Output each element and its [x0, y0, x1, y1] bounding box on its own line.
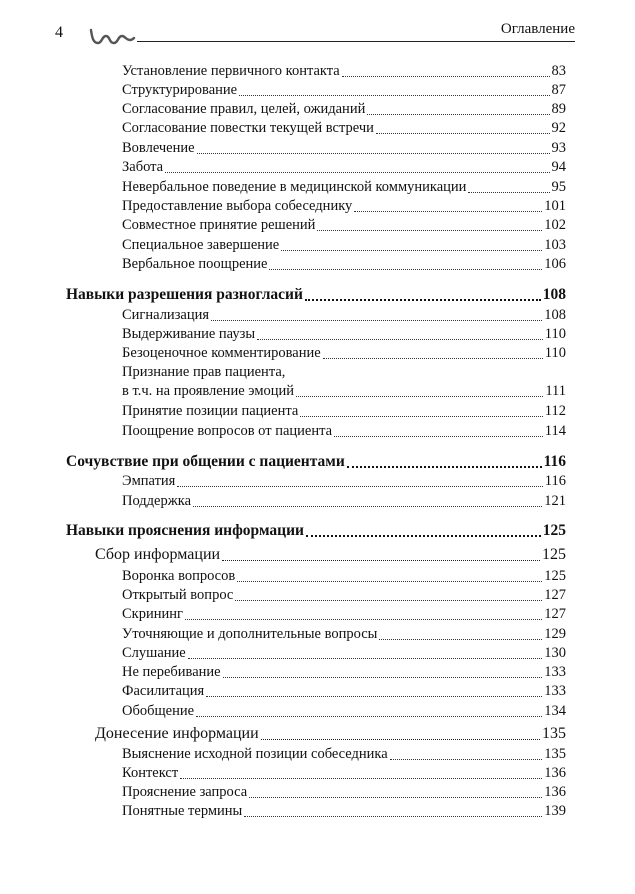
running-head-title: Оглавление	[500, 21, 575, 37]
toc-entry-title: Поощрение вопросов от пациента	[122, 423, 333, 439]
toc-entry-page: 139	[544, 803, 566, 819]
toc-subsection-heading[interactable]	[95, 546, 566, 564]
toc-entry-page: 129	[544, 626, 566, 642]
toc-section-heading[interactable]	[66, 453, 566, 471]
toc-entry-title: Невербальное поведение в медицинской коммуникации	[122, 179, 467, 195]
toc-entry-page: 101	[544, 198, 566, 214]
toc-entry[interactable]	[122, 764, 566, 782]
dot-leader	[197, 153, 550, 154]
toc-entry[interactable]	[122, 62, 566, 80]
toc-entry-title: Специальное завершение	[122, 237, 280, 253]
toc-entry-title: Прояснение запроса	[122, 784, 248, 800]
toc-entry-page: 95	[551, 179, 566, 195]
toc-section-title: Навыки прояснения информации	[66, 522, 304, 539]
toc-entry[interactable]	[122, 216, 566, 234]
toc-entry-title: Фасилитация	[122, 683, 205, 699]
toc-section-page: 108	[542, 286, 566, 303]
toc-entry-page: 112	[544, 403, 566, 419]
dot-leader	[244, 816, 542, 817]
toc-section-title: Сочувствие при общении с пациентами	[66, 453, 345, 470]
dot-leader	[222, 560, 540, 561]
dot-leader	[185, 619, 542, 620]
toc-section-heading[interactable]	[66, 286, 566, 304]
dot-leader	[188, 658, 543, 659]
toc-entry-title: в т.ч. на проявление эмоций	[122, 383, 295, 399]
toc-entry-title: Открытый вопрос	[122, 587, 234, 603]
dot-leader	[468, 192, 549, 193]
toc-entry-title: Понятные термины	[122, 803, 243, 819]
dot-leader	[306, 535, 541, 537]
toc-entry-page: 111	[545, 383, 566, 399]
toc-section-heading[interactable]	[66, 522, 566, 540]
toc-entry-title: Эмпатия	[122, 473, 176, 489]
toc-entry-title: Выдерживание паузы	[122, 326, 256, 342]
toc-entry[interactable]	[122, 139, 566, 157]
dot-leader	[235, 600, 542, 601]
toc-entry[interactable]	[122, 492, 566, 510]
dot-leader	[323, 358, 543, 359]
dot-leader	[206, 696, 542, 697]
dot-leader	[317, 230, 542, 231]
toc-section-title: Навыки разрешения разногласий	[66, 286, 303, 303]
dot-leader	[281, 250, 542, 251]
toc-entry-page: 125	[544, 568, 566, 584]
toc-entry[interactable]	[122, 81, 566, 99]
toc-entry-title: Слушание	[122, 645, 186, 661]
dot-leader	[334, 436, 543, 437]
toc-entry[interactable]	[122, 119, 566, 137]
toc-entry-title: Уточняющие и дополнительные вопросы	[122, 626, 378, 642]
toc-entry[interactable]	[122, 325, 566, 343]
toc-subsection-page: 135	[542, 725, 566, 742]
toc-entry[interactable]	[122, 644, 566, 662]
dot-leader	[223, 677, 543, 678]
toc-entry[interactable]	[122, 745, 566, 763]
dot-leader	[347, 466, 542, 468]
toc-entry-title: Согласование повестки текущей встречи	[122, 120, 374, 136]
dot-leader	[211, 320, 542, 321]
toc-entry-page: 133	[544, 664, 566, 680]
toc-entry-page: 136	[544, 765, 566, 781]
dot-leader	[239, 95, 549, 96]
toc-entry[interactable]	[122, 682, 566, 700]
dot-leader	[180, 778, 542, 779]
toc-entry-title: Установление первичного контакта	[122, 63, 340, 79]
dot-leader	[379, 639, 542, 640]
dot-leader	[196, 716, 542, 717]
toc-entry-page: 83	[551, 63, 566, 79]
toc-entry-title: Предоставление выбора собеседнику	[122, 198, 353, 214]
toc-entry-page: 103	[544, 237, 566, 253]
toc-entry[interactable]	[122, 158, 566, 176]
toc-subsection-page: 125	[542, 546, 566, 563]
toc-entry-page: 106	[544, 256, 566, 272]
toc-entry[interactable]	[122, 702, 566, 720]
toc-entry[interactable]	[122, 382, 566, 400]
toc-entry[interactable]	[122, 567, 566, 585]
dot-leader	[367, 114, 549, 115]
toc-entry[interactable]	[122, 255, 566, 273]
toc-entry-page: 94	[551, 159, 566, 175]
toc-subsection-title: Донесение информации	[95, 725, 259, 742]
dot-leader	[177, 486, 542, 487]
toc-subsection-title: Сбор информации	[95, 546, 221, 563]
page-number: 4	[55, 24, 63, 41]
toc-entry-page: 102	[544, 217, 566, 233]
toc-entry[interactable]	[122, 783, 566, 801]
toc-entry-title: Структурирование	[122, 82, 238, 98]
toc-entry-page: 93	[551, 140, 566, 156]
toc-entry[interactable]	[122, 344, 566, 362]
toc-entry-page: 110	[544, 345, 566, 361]
dot-leader	[249, 797, 542, 798]
toc-entry-title: Совместное принятие решений	[122, 217, 316, 233]
toc-entry-title: Вербальное поощрение	[122, 256, 268, 272]
toc-entry-title: Скрининг	[122, 606, 183, 622]
dot-leader	[193, 506, 542, 507]
dot-leader	[269, 269, 542, 270]
toc-entry-page: 87	[551, 82, 566, 98]
toc-entry-page: 135	[544, 746, 566, 762]
toc-entry-page: 127	[544, 587, 566, 603]
toc-entry-title: Не перебивание	[122, 664, 221, 680]
toc-entry-title: Сигнализация	[122, 307, 210, 323]
toc-entry-title: Забота	[122, 159, 164, 175]
dot-leader	[261, 739, 540, 740]
toc-entry[interactable]	[122, 625, 566, 643]
toc-entry-page: 133	[544, 683, 566, 699]
dot-leader	[305, 299, 541, 301]
toc-entry[interactable]	[122, 802, 566, 820]
toc-entry[interactable]	[122, 402, 566, 420]
toc-entry-page: 130	[544, 645, 566, 661]
toc-entry[interactable]	[122, 178, 566, 196]
toc-entry[interactable]	[122, 100, 566, 118]
toc-entry-page: 121	[544, 493, 566, 509]
toc-entry[interactable]	[122, 605, 566, 623]
toc-entry-page: 114	[544, 423, 566, 439]
dot-leader	[342, 76, 550, 77]
toc-entry-title: Безоценочное комментирование	[122, 345, 321, 361]
toc-entry-page: 92	[551, 120, 566, 136]
toc-entry[interactable]	[122, 306, 566, 324]
dot-leader	[257, 339, 543, 340]
toc-entry-title-line1[interactable]: Признание прав пациента,	[122, 364, 286, 380]
toc-entry-title: Принятие позиции пациента	[122, 403, 299, 419]
toc-section-page: 125	[542, 522, 566, 539]
toc-subsection-heading[interactable]	[95, 725, 566, 743]
toc-entry-page: 110	[544, 326, 566, 342]
toc-entry-page: 116	[544, 473, 566, 489]
toc-entry-page: 89	[551, 101, 566, 117]
dot-leader	[354, 211, 542, 212]
dot-leader	[376, 133, 550, 134]
toc-entry-title: Поддержка	[122, 493, 192, 509]
toc-entry[interactable]	[122, 586, 566, 604]
dot-leader	[390, 759, 543, 760]
toc-entry-title: Обобщение	[122, 703, 195, 719]
toc-entry[interactable]	[122, 472, 566, 490]
toc-entry-title: Контекст	[122, 765, 179, 781]
toc-entry[interactable]	[122, 422, 566, 440]
toc-entry-page: 134	[544, 703, 566, 719]
dot-leader	[296, 396, 543, 397]
toc-entry[interactable]	[122, 236, 566, 254]
toc-entry-title: Вовлечение	[122, 140, 195, 156]
toc-entry[interactable]	[122, 663, 566, 681]
toc-entry-page: 127	[544, 606, 566, 622]
dot-leader	[237, 581, 542, 582]
toc-entry-title: Воронка вопросов	[122, 568, 236, 584]
toc-entry-page: 136	[544, 784, 566, 800]
dot-leader	[300, 416, 542, 417]
toc-entry-title: Выяснение исходной позиции собеседника	[122, 746, 388, 762]
toc-entry-title: Согласование правил, целей, ожиданий	[122, 101, 366, 117]
toc-entry[interactable]	[122, 197, 566, 215]
dot-leader	[165, 172, 549, 173]
toc-entry-page: 108	[544, 307, 566, 323]
toc-section-page: 116	[543, 453, 566, 470]
